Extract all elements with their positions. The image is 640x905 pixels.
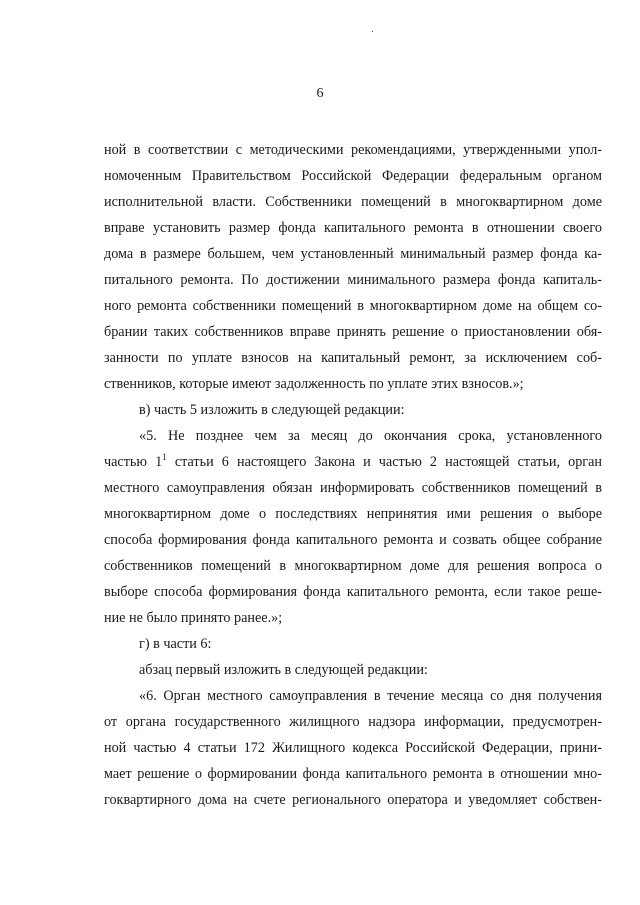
text-line: номоченным Правительством Российской Федерации федеральным органом [104,168,602,184]
text-line: «6. Орган местного самоуправления в течение месяца со дня получения [139,688,602,704]
text-line: местного самоуправления обязан информировать собственников помещений в [104,480,602,496]
text-line: занности по уплате взносов на капитальный ремонт, за исключением соб- [104,350,602,366]
text-line: ние не было принято ранее.»; [104,610,283,626]
text-line: г) в части 6: [139,636,212,652]
text-line: ной частью 4 статьи 172 Жилищного кодекса Российской Федерации, прини- [104,740,602,756]
text-line: гоквартирного дома на счете регионального оператора и уведомляет собствен- [104,792,602,808]
text-fragment: частью 1 [104,454,163,470]
text-line: способа формирования фонда капитального ремонта и созвать общее собрание [104,532,602,548]
text-line: «5. Не позднее чем за месяц до окончания срока, установленного [139,428,602,444]
text-line-with-superscript [104,453,602,471]
text-line: брании таких собственников вправе принять решение о приостановлении обя- [104,324,602,340]
text-line: собственников помещений в многоквартирном доме для решения вопроса о [104,558,602,574]
text-line: дома в размере большем, чем установленный минимальный размер фонда ка- [104,246,602,262]
text-line: ного ремонта собственники помещений в многоквартирном доме на общем со- [104,298,602,314]
text-line: выборе способа формирования фонда капитального ремонта, если такое реше- [104,584,602,600]
text-line: ственников, которые имеют задолженность по уплате этих взносов.»; [104,376,524,392]
text-fragment: статьи 6 настоящего Закона и частью 2 настоящей статьи, орган [166,454,602,470]
page-number: 6 [316,86,324,101]
text-line: абзац первый изложить в следующей редакции: [139,662,428,678]
text-line: в) часть 5 изложить в следующей редакции: [139,402,405,418]
text-line: исполнительной власти. Собственники помещений в многоквартирном доме [104,194,602,210]
text-line: от органа государственного жилищного надзора информации, предусмотрен- [104,714,602,730]
text-line: многоквартирном доме о последствиях непринятия ими решения о выборе [104,506,602,522]
text-line: мает решение о формировании фонда капитального ремонта в отношении мно- [104,766,602,782]
superscript: 1 [162,452,167,462]
scan-speck [372,31,373,32]
text-line: вправе установить размер фонда капитального ремонта в отношении своего [104,220,602,236]
text-line: ной в соответствии с методическими рекомендациями, утвержденными упол- [104,142,602,158]
text-line: питального ремонта. По достижении минимального размера фонда капиталь- [104,272,602,288]
